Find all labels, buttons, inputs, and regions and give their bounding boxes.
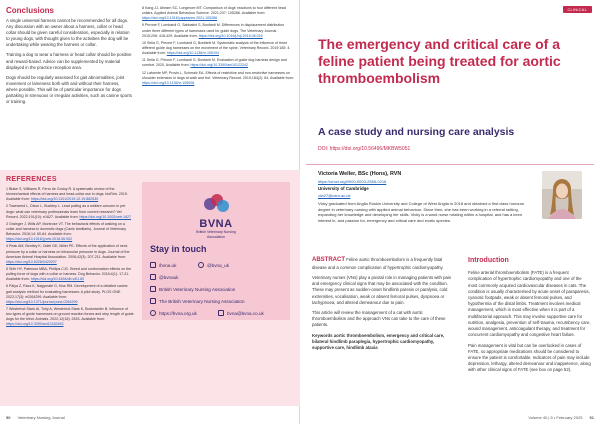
reference-item: 7 Westerhof-Stark AI, Tohy A, Westerhof-Stark K, Bockstahler B. Influence of two types of guide harnesses on ground reaction forces and step length of guide dogs for the blind. Animals. 2022;12(18): 2453. Available from: https://doi.org/10.3390/ani12182453	[6, 307, 134, 327]
reference-item: 2 Townsend L, Dixon L, Buckley L. Lead pulling as a welfare concern in pet dogs: what can veterinary professionals learn from current research? Vet Record. 2022;191(10): e1627. Available from: https://doi.org/10.1002/vetr.1627	[6, 204, 132, 219]
article-subtitle: A case study and nursing care analysis	[318, 126, 515, 138]
references-list	[6, 187, 134, 330]
introduction-section	[468, 256, 592, 378]
conclusions-heading: Conclusions	[6, 6, 55, 15]
bvna-logo-text: BVNA	[199, 218, 233, 230]
reference-item: 3 Grainger J, Wills AP, Montrose VT. The behavioral effects of walking on a collar and harness in domestic dogs (Canis familiaris). Journal of Veterinary Behavior. 2016;14: 60-64. Available from: https://doi.org/10.1016/j.jveb.2016.06.002	[6, 221, 127, 242]
references-continued	[142, 6, 294, 88]
references-heading: REFERENCES	[6, 176, 57, 183]
conclusions-paragraph: Dogs should be regularly assessed for gait abnormalities, joint movement or lameness both with and without their harness, where possible. This will be of particular importance for dogs partaking in strenuous or irregular activities, such as canine sports or training.	[6, 74, 132, 105]
globe-icon	[150, 310, 156, 316]
linkedin-link[interactable]: British Veterinary Nursing Association	[150, 286, 235, 292]
author-orcid-link[interactable]: https://orcid.org/0000-0003-2565-0218	[318, 179, 387, 184]
right-page-footer	[528, 415, 594, 420]
instagram-link[interactable]: @bvnauk	[150, 274, 178, 280]
reference-item: 6 Pálya Z, Rácz K, Nagymáté G, Kiss RM. Development of a detailed canine gait analysis method for evaluating harnesses: A pilot study. PLOS ONE. 2022;17(3): e0264299. Available from: https://doi.org/10.1371/journal.pone.0264299	[6, 284, 128, 304]
reference-link[interactable]: https://doi.org/10.1101/2019.12.19.882530	[30, 197, 99, 202]
abstract-paragraph: This article will review the management of a cat with aortic thromboembolism and the approach VNs can take to the care of these patients.	[312, 310, 446, 328]
reference-link[interactable]: https://doi.org/10.3390/ani12182453	[6, 322, 64, 327]
bvna-logo-mark	[202, 194, 230, 216]
article-title: The emergency and critical care of a feline patient being treated for aortic thromboembolism	[318, 36, 561, 87]
youtube-icon	[150, 298, 156, 304]
page-number: 51	[589, 415, 594, 420]
author-email-link[interactable]: vlw27@cam.ac.uk	[318, 193, 351, 198]
author-photo	[542, 171, 582, 219]
conclusions-paragraph: A single universal harness cannot be recommended for all dogs. Any discussion with an owner about a harness, collar or head collar should be given careful consideration, especially in relation to young dogs, with thought given to the activities the dog will be undertaking while wearing the harness or collar.	[6, 18, 130, 48]
facebook-icon	[150, 262, 156, 268]
abstract-section	[312, 256, 456, 355]
author-bio: Vicky graduated from Anglia Ruskin University and College of West Anglia in 2018 and obtained a first class honours degree in veterinary nursing with applied animal behaviour. Since then, she has been working in a referral setting, expanding her knowledge and developing her skills. Vicky is a ward nurse rotating within a hospital, and has a keen interest in, and passion for, emergency and critical care and exotic species.	[318, 201, 524, 223]
abstract-keywords: Keywords aortic thromboembolism, emergency and critical care, bilateral hindlimb paraplegia, hypertrophic cardiomyopathy, supportive care, hindlimb ataxia	[312, 332, 445, 351]
left-page-footer	[6, 415, 65, 420]
author-box	[306, 164, 594, 248]
reference-link[interactable]: https://doi.org/10.4454/db.v4i1.80	[30, 277, 85, 282]
twitter-icon	[198, 262, 204, 268]
article-doi[interactable]: DOI: https://doi.org/10.56496/MKBW5051	[318, 146, 411, 152]
author-name: Victoria Weller, BSc (Hons), RVN	[318, 171, 402, 177]
twitter-link[interactable]: @bvna_uk	[198, 262, 229, 268]
reference-item: 5 Shih HY, Paterson MBA, Phillips CJC. Breed and conformation effects on the pulling force of dogs with a collar or harness. Dog Behavior. 2018;4(1): 17-31. Available from: https://doi.org/10.4454/db.v4i1.80	[6, 267, 132, 282]
reference-link[interactable]: https://doi.org/10.1016/j.applanim.2021.105286	[142, 16, 218, 21]
journal-name: Veterinary Nursing Journal	[17, 415, 65, 420]
instagram-icon	[150, 274, 156, 280]
reference-link[interactable]: https://doi.org/10.3390/ani10122242	[190, 63, 249, 68]
reference-link[interactable]: https://doi.org/10.1016/j.tvjl.2015.08.016	[198, 33, 263, 38]
abstract-first-paragraph: ABSTRACT Feline aortic thromboembolism is a frequently fatal disease and a common complication of hypertrophic cardiomyopathy.	[312, 257, 444, 270]
reference-link[interactable]: https://doi.org/10.1136/vr.105194	[166, 51, 219, 56]
reference-item: 10 Sella G, Pirrone F, Lombardi G, Bonfanti M. Systematic analysis of the influence of three different guide dog harnesses on the movement of the spine. Veterinary Record. 2019;185: 4. Available from: https://doi.org/10.1136/vr.105194	[142, 40, 291, 56]
abstract-paragraph: Veterinary nurses (VNs) play a pivotal role in managing patients with pain and emergency clinical signs that may be associated with the condition. These may present as sudden-onset hindlimb paresis or paralysis, cold extremities, vocalisation, weak or absent femoral pulses, dyspnoea or tachypnoea, and altered demeanour due to pain.	[312, 274, 452, 305]
youtube-link[interactable]: The British Veterinary Nursing Association	[150, 298, 245, 304]
reference-item: 8 Kang JJ, Ahearn SC, Longmore MT. Comparison of dogs' reactions to four different head collars. Applied Animal Behaviour Science. 2021;237: 105286. Available from: https://doi.org/10.1016/j.applanim.2021.105286	[142, 6, 286, 21]
reference-item: 1 Blake S, Williams R, Ferro de Godoy R. A systematic review of the biomechanical effects of harness and head-collar use in dogs. bioRxiv. 2019. Available from: https://doi.org/10.1101/2019.12.19.882530	[6, 187, 128, 202]
facebook-link[interactable]: /bvna.uk	[150, 262, 176, 268]
envelope-icon	[218, 310, 224, 316]
reference-item: 12 Lafuente MP, Provis L, Schmalz EA. Effects of restrictive and non-restrictive harnesses on shoulder extension in dogs at walk and trot. Veterinary Record. 2019;184(2): 64. Available from: https://doi.org/10.1136/vr.105008	[142, 70, 294, 85]
bvna-logo	[190, 194, 242, 239]
abstract-lead: ABSTRACT	[312, 257, 345, 263]
reference-link[interactable]: https://doi.org/10.1371/journal.pone.0264299	[6, 299, 78, 304]
email-link[interactable]: bvna@bvna.co.uk	[218, 310, 264, 316]
bvna-advert	[142, 182, 290, 320]
introduction-heading: Introduction	[468, 257, 509, 264]
linkedin-icon	[150, 286, 156, 292]
bvna-logo-subtext: British Veterinary Nursing Association	[196, 230, 236, 239]
website-link[interactable]: https://bvna.org.uk	[150, 310, 197, 316]
section-label: CLINICAL	[563, 6, 593, 13]
keywords-label: Keywords	[312, 332, 333, 338]
conclusions-paragraph: Training a dog to wear a harness or head collar should be positive and reward-based. Advice can be supplemented by material displayed in the practice reception area.	[6, 52, 132, 70]
reference-item: 9 Pirrone F, Lombardi G, Sabbatini S, Bonfanti M. Differences in displacement distribution under three different types of harnesses used for guide dogs. The Veterinary Journal. 2015;206: 418-429. Available from: https://doi.org/10.1016/j.tvjl.2015.08.016	[142, 23, 285, 38]
issue-info: Volume 40 | 5 • February 2025	[528, 415, 583, 420]
reference-item: 4 Peak AM, Bentley K, Odell GE, Miller PE. Effects of the application of neck pressure by a collar or harness on intraocular pressure in dogs. Journal of the American Animal Hospital Association. 2006;42(3): 207-211. Available from: https://doi.org/10.5326/0420207	[6, 244, 130, 264]
right-page	[300, 0, 600, 424]
conclusions-section	[6, 6, 132, 109]
author-affiliation: University of Cambridge	[318, 186, 369, 191]
reference-link[interactable]: https://doi.org/10.1136/vr.105008	[142, 80, 195, 85]
page-number: 50	[6, 415, 11, 420]
reference-link[interactable]: https://doi.org/10.1016/j.jveb.2016.06.002	[6, 237, 73, 242]
stay-in-touch-heading: Stay in touch	[150, 244, 207, 254]
introduction-paragraph: Feline arterial thromboembolism (FATE) is a frequent complication of hypertrophic cardiomyopathy and one of the most commonly acquired cardiovascular diseases in cats. The condition is usually characterised by acute onset of paraparesis, cyanotic footpads, weak or absent femoral pulses, and hypothermia of the distal limbs. Treatment involves medical management, which is most effective when it is part of a multifactorial approach. This may involve supportive care for nutrition, analgesia, prevention of self-trauma, recumbency care, wound management, anticoagulant therapy, and treatment for concurrent cardiomyopathy and congestive heart failure.	[468, 270, 591, 338]
reference-link[interactable]: https://doi.org/10.1002/vetr.1627	[79, 214, 132, 219]
reference-item: 11 Sella G, Pirrone F, Lombardi G, Bonfanti M. Evaluation of guide dog harness design and comfort. 2020. Available from: https://doi.org/10.3390/ani10122242	[142, 58, 287, 68]
introduction-paragraph: Pain management is vital but can be overlooked in cases of FATE, so appropriate medications should be considered to ensure the patient is comfortable. Indicators of pain may include depression, lethargy, altered demeanour and inappetence, along with other clinical signs of FATE (see box on page 52).	[468, 342, 591, 373]
reference-link[interactable]: https://doi.org/10.5326/0420207	[6, 259, 57, 264]
